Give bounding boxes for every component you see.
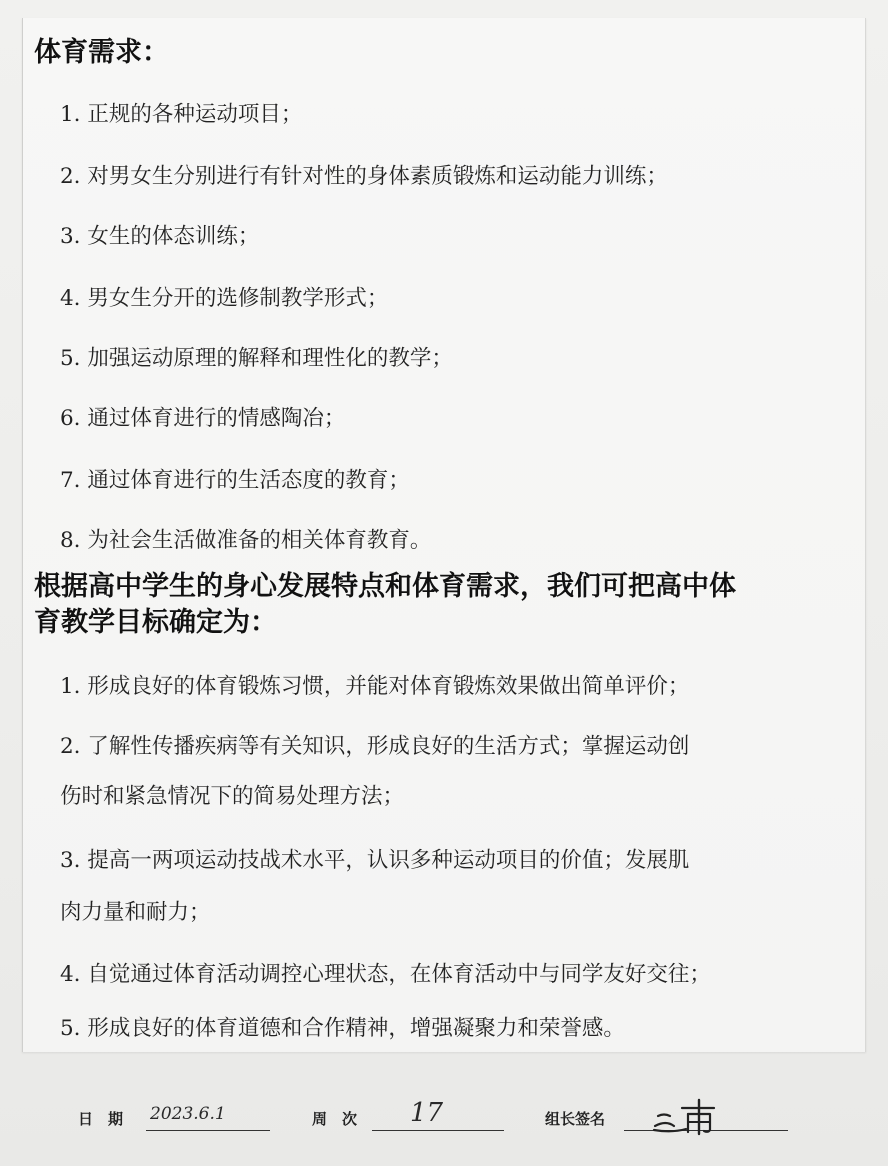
section2-item-1: 1. 形成良好的体育锻炼习惯，并能对体育锻炼效果做出简单评价； [60,674,690,699]
section2-item-2-continued: 伤时和紧急情况下的简易处理方法； [60,784,405,809]
section2-item-4: 4. 自觉通过体育活动调控心理状态，在体育活动中与同学友好交往； [60,962,711,987]
leader-signature-handwriting [652,1096,722,1136]
section1-item-3: 3. 女生的体态训练； [60,224,260,249]
week-underline [372,1130,504,1131]
section1-item-5: 5. 加强运动原理的解释和理性化的教学； [60,346,453,371]
leader-label: 组长签名 [545,1110,606,1128]
footer-form [0,1098,888,1144]
section1-item-8: 8. 为社会生活做准备的相关体育教育。 [60,528,432,553]
date-label: 日 期 [78,1110,124,1128]
section2-heading-line-2: 育教学目标确定为： [34,607,277,638]
section1-item-4: 4. 男女生分开的选修制教学形式； [60,286,389,311]
section2-item-2: 2. 了解性传播疾病等有关知识，形成良好的生活方式；掌握运动创 [60,734,690,759]
section1-heading: 体育需求： [34,37,169,68]
section2-heading-line-1: 根据高中学生的身心发展特点和体育需求，我们可把高中体 [34,571,736,602]
section1-item-6: 6. 通过体育进行的情感陶冶； [60,406,346,431]
week-value: 17 [410,1098,444,1128]
date-underline [146,1130,270,1131]
section2-item-5: 5. 形成良好的体育道德和合作精神，增强凝聚力和荣誉感。 [60,1016,625,1041]
section1-item-2: 2. 对男女生分别进行有针对性的身体素质锻炼和运动能力训练； [60,164,668,189]
section1-item-1: 1. 正规的各种运动项目； [60,102,303,127]
section2-item-3-continued: 肉力量和耐力； [60,900,211,925]
week-label: 周 次 [312,1110,358,1128]
section1-item-7: 7. 通过体育进行的生活态度的教育； [60,468,410,493]
date-value: 2023.6.1 [150,1104,226,1124]
section2-item-3: 3. 提高一两项运动技战术水平，认识多种运动项目的价值；发展肌 [60,848,690,873]
